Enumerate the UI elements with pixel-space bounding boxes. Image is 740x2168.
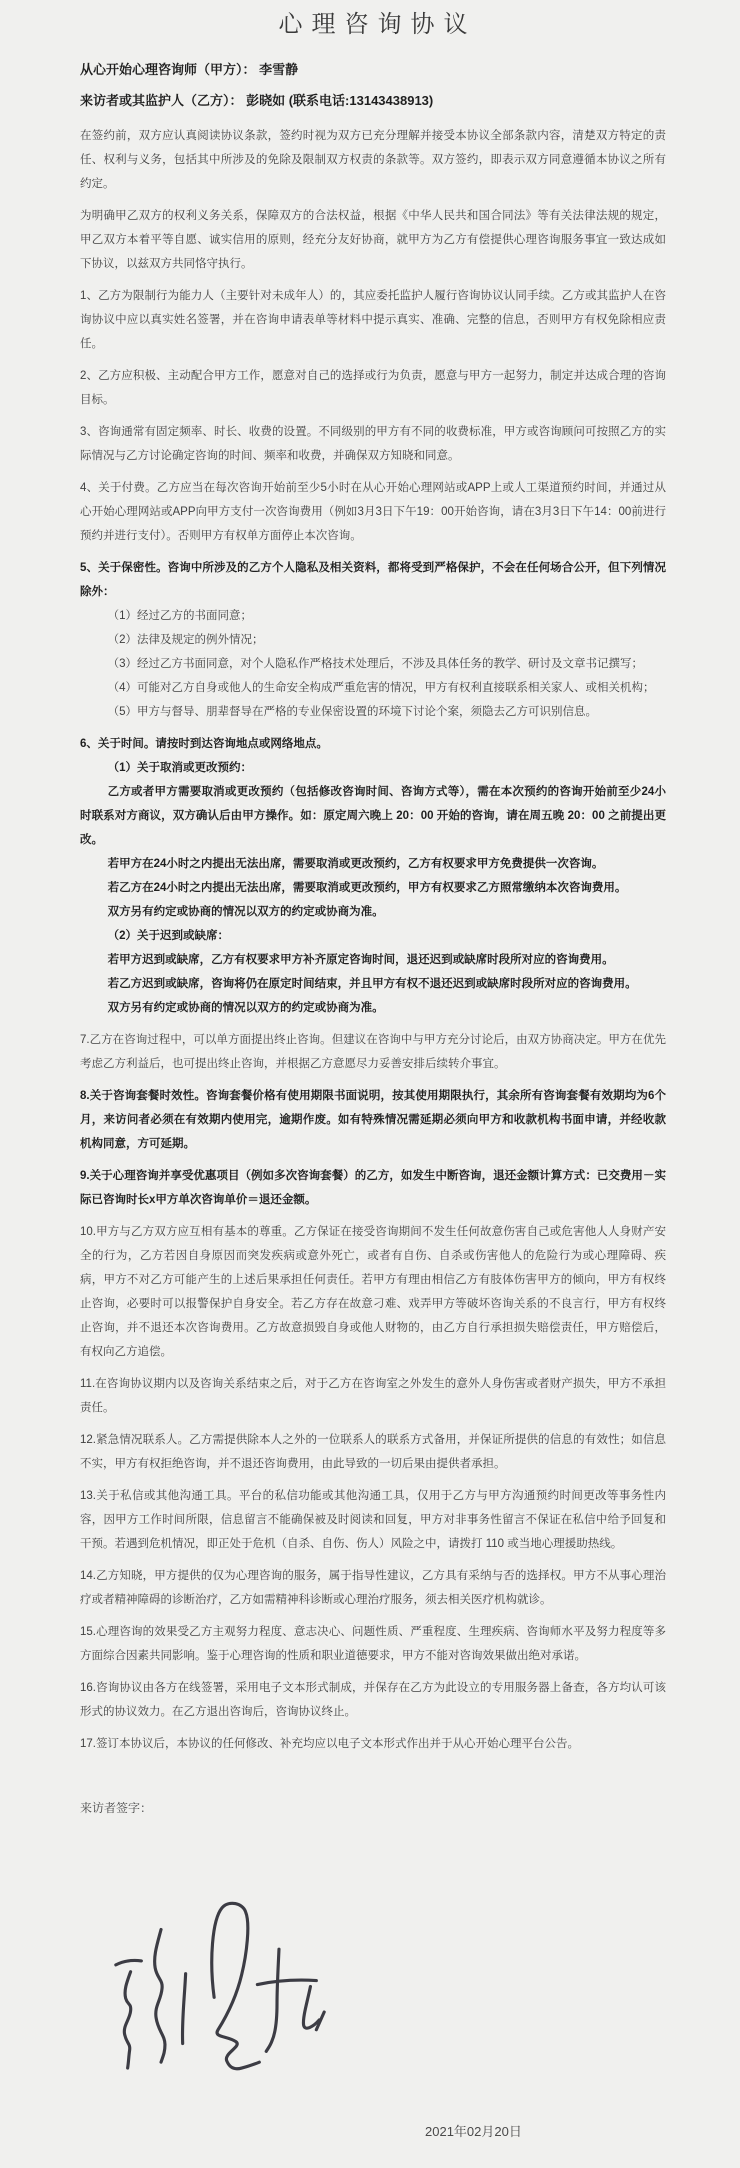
handwritten-signature — [106, 1900, 336, 2072]
clause-5-heading: 5、关于保密性。咨询中所涉及的乙方个人隐私及相关资料，都将受到严格保护，不会在任何场合公开，但下列情况除外： — [80, 562, 666, 598]
clause-3: 3、咨询通常有固定频率、时长、收费的设置。不同级别的甲方有不同的收费标准，甲方或咨询顾问可按照乙方的实际情况与乙方讨论确定咨询的时间、频率和收费，并确保双方知晓和同意。 — [80, 426, 666, 462]
signature-label: 来访者签字： — [80, 1801, 153, 1815]
clause-9: 9.关于心理咨询并享受优惠项目（例如多次咨询套餐）的乙方，如发生中断咨询，退还金额计算方式：已交费用－实际已咨询时长x甲方单次咨询单价＝退还金额。 — [80, 1170, 666, 1206]
clause-2: 2、乙方应积极、主动配合甲方工作，愿意对自己的选择或行为负责，愿意与甲方一起努力，制定并达成合理的咨询目标。 — [80, 370, 666, 406]
clause-17: 17.签订本协议后，本协议的任何修改、补充均应以电子文本形式作出并于从心开始心理平台公告。 — [80, 1738, 579, 1750]
clause-5-item-5: （5）甲方与督导、朋辈督导在严格的专业保密设置的环境下讨论个案，须隐去乙方可识别信息。 — [107, 706, 597, 718]
clause-8: 8.关于咨询套餐时效性。咨询套餐价格有使用期限书面说明，按其使用期限执行，其余所有咨询套餐有效期均为6个月，来访问者必须在有效期内使用完，逾期作废。如有特殊情况需延期必须向甲方和收款机构书面申请，并经收款机构同意，方可延期。 — [80, 1090, 666, 1150]
page-title: 心理咨询协议 — [278, 11, 477, 38]
party-a-line: 从心开始心理咨询师（甲方）： 李雪静 — [80, 62, 299, 77]
signature-stroke — [212, 1903, 260, 2068]
clause-5-item-1: （1）经过乙方的书面同意； — [107, 610, 252, 622]
signature-stroke — [124, 1972, 130, 2068]
clause-6-sub-2-rule-b: 若乙方迟到或缺席，咨询将仍在原定时间结束，并且甲方有权不退还迟到或缺席时段所对应的咨询费用。 — [107, 978, 637, 990]
clause-4: 4、关于付费。乙方应当在每次咨询开始前至少5小时在从心开始心理网站或APP上或人工渠道预约时间，并通过从心开始心理网站或APP向甲方支付一次咨询费用（例如3月3日下午19：00开始咨询，请在3月3日下午14：00前进行预约并进行支付）。否则甲方有权单方面停止本次咨询。 — [80, 482, 666, 542]
clause-1: 1、乙方为限制行为能力人（主要针对未成年人）的，其应委托监护人履行咨询协议认同手续。乙方或其监护人在咨询协议中应以真实姓名签署，并在咨询申请表单等材料中提示真实、准确、完整的信息，否则甲方有权免除相应责任。 — [80, 290, 666, 350]
clause-5-item-3: （3）经过乙方书面同意，对个人隐私作严格技术处理后，不涉及具体任务的教学、研讨及文章书记撰写； — [107, 658, 643, 670]
clause-11: 11.在咨询协议期内以及咨询关系结束之后，对于乙方在咨询室之外发生的意外人身伤害或者财产损失，甲方不承担责任。 — [80, 1378, 666, 1414]
clause-5-item-4: （4）可能对乙方自身或他人的生命安全构成严重危害的情况，甲方有权利直接联系相关家人、或相关机构； — [107, 682, 655, 694]
clause-6-heading: 6、关于时间。请按时到达咨询地点或网络地点。 — [80, 738, 328, 750]
signature-stroke — [266, 1949, 279, 2051]
clause-5-item-2: （2）法律及规定的例外情况； — [107, 634, 264, 646]
clause-6-sub-2-rule-a: 若甲方迟到或缺席，乙方有权要求甲方补齐原定咨询时间，退还迟到或缺席时段所对应的咨询费用。 — [107, 954, 614, 966]
party-b-line: 来访者或其监护人（乙方）： 彭晓如 (联系电话:13143438913) — [80, 93, 434, 108]
clause-6-sub-2-heading: （2）关于迟到或缺席： — [107, 930, 229, 942]
clause-7: 7.乙方在咨询过程中，可以单方面提出终止咨询。但建议在咨询中与甲方充分讨论后，由双方协商决定。甲方在优先考虑乙方利益后，也可提出终止咨询，并根据乙方意愿尽力妥善安排后续转介事宜。 — [80, 1034, 666, 1070]
clause-14: 14.乙方知晓，甲方提供的仅为心理咨询的服务，属于指导性建议，乙方具有采纳与否的选择权。甲方不从事心理治疗或者精神障碍的诊断治疗，乙方如需精神科诊断或心理治疗服务，须去相关医疗机构就诊。 — [80, 1570, 666, 1606]
clause-13: 13.关于私信或其他沟通工具。平台的私信功能或其他沟通工具，仅用于乙方与甲方沟通预约时间更改等事务性内容，因甲方工作时间所限，信息留言不能确保被及时阅读和回复，甲方对非事务性留言不保证在私信中给予回复和干预。若遇到危机情况，即正处于危机（自杀、自伤、伤人）风险之中，请拨打 110 或当地心理援助热线。 — [80, 1490, 666, 1550]
clause-12: 12.紧急情况联系人。乙方需提供除本人之外的一位联系人的联系方式备用，并保证所提供的信息的有效性；如信息不实，甲方有权拒绝咨询，并不退还咨询费用，由此导致的一切后果由提供者承担。 — [80, 1434, 666, 1470]
signing-date: 2021年02月20日 — [425, 2124, 522, 2139]
clause-6-sub-1-rule-b: 若乙方在24小时之内提出无法出席，需要取消或更改预约，甲方有权要求乙方照常缴纳本次咨询费用。 — [107, 882, 627, 894]
signature-stroke — [182, 1974, 185, 2044]
clause-6-sub-1-rule-a: 若甲方在24小时之内提出无法出席，需要取消或更改预约，乙方有权要求甲方免费提供一次咨询。 — [107, 858, 604, 870]
clause-6-sub-1-text: 乙方或者甲方需要取消或更改预约（包括修改咨询时间、咨询方式等），需在本次预约的咨询开始前至少24小时联系对方商议，双方确认后由甲方操作。如：原定周六晚上 20：00 开始的咨询，请在周五晚 20：00 之前提出更改。 — [80, 786, 666, 846]
clause-6-sub-2-rule-c: 双方另有约定或协商的情况以双方的约定或协商为准。 — [107, 1002, 384, 1014]
signature-stroke — [257, 1980, 316, 1984]
intro-paragraph-1: 在签约前，双方应认真阅读协议条款，签约时视为双方已充分理解并接受本协议全部条款内容，清楚双方特定的责任、权利与义务，包括其中所涉及的免除及限制双方权责的条款等。双方签约，即表示双方同意遵循本协议之所有约定。 — [80, 130, 666, 190]
signature-area — [106, 1900, 336, 2072]
clause-6-sub-1-rule-c: 双方另有约定或协商的情况以双方的约定或协商为准。 — [107, 906, 384, 918]
signature-stroke — [155, 1929, 165, 2062]
signature-stroke — [303, 1986, 319, 2028]
clause-6-sub-1-heading: （1）关于取消或更改预约： — [107, 762, 252, 774]
intro-paragraph-2: 为明确甲乙双方的权利义务关系，保障双方的合法权益，根据《中华人民共和国合同法》等有关法律法规的规定，甲乙双方本着平等自愿、诚实信用的原则，经充分友好协商，就甲方为乙方有偿提供心理咨询服务事宜一致达成如下协议，以兹双方共同恪守执行。 — [80, 210, 666, 270]
clause-15: 15.心理咨询的效果受乙方主观努力程度、意志决心、问题性质、严重程度、生理疾病、咨询师水平及努力程度等多方面综合因素共同影响。鉴于心理咨询的性质和职业道德要求，甲方不能对咨询效果做出绝对承诺。 — [80, 1626, 666, 1662]
clause-10: 10.甲方与乙方双方应互相有基本的尊重。乙方保证在接受咨询期间不发生任何故意伤害自己或危害他人人身财产安全的行为，乙方若因自身原因而突发疾病或意外死亡，或者有自伤、自杀或伤害他人的危险行为或心理障碍、疾病，甲方不对乙方可能产生的上述后果承担任何责任。若甲方有理由相信乙方有肢体伤害甲方的倾向，甲方有权终止咨询，必要时可以报警保护自身安全。若乙方存在故意刁难、戏弄甲方等破坏咨询关系的不良言行，甲方有权终止咨询，并不退还本次咨询费用。乙方故意损毁自身或他人财物的，由乙方自行承担损失赔偿责任，甲方赔偿后，有权向乙方追偿。 — [80, 1226, 666, 1358]
clause-16: 16.咨询协议由各方在线签署，采用电子文本形式制成，并保存在乙方为此设立的专用服务器上备查，各方均认可该形式的协议效力。在乙方退出咨询后，咨询协议终止。 — [80, 1682, 666, 1718]
signature-stroke — [116, 1960, 142, 1964]
